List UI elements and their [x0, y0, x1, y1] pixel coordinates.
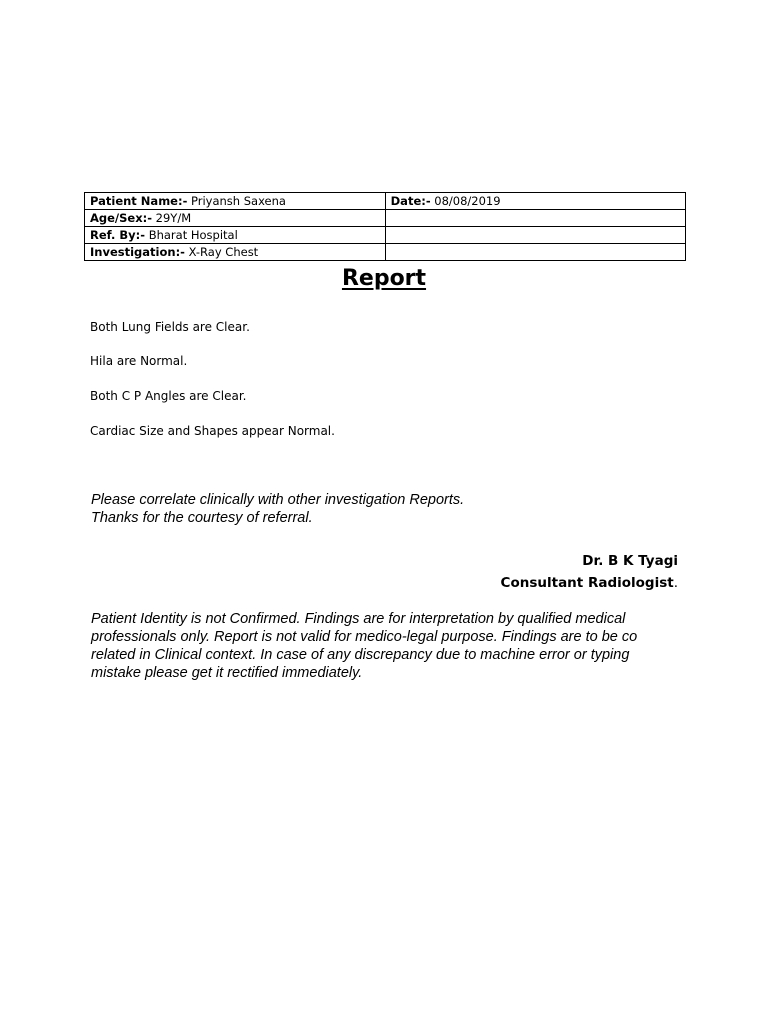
ref-by-label: Ref. By:-	[90, 228, 146, 242]
doctor-name: Dr. B K Tyagi	[582, 553, 678, 569]
table-row	[85, 244, 686, 261]
patient-name-cell	[85, 193, 386, 210]
date-value: 08/08/2019	[430, 194, 501, 208]
doctor-designation: Consultant Radiologist	[500, 575, 674, 591]
patient-info-table	[84, 192, 686, 261]
note-line: Please correlate clinically with other investigation Reports.	[91, 492, 465, 508]
table-row	[85, 193, 686, 210]
disclaimer	[91, 610, 691, 682]
finding-hila: Hila are Normal.	[90, 354, 188, 368]
ref-by-value: Bharat Hospital	[145, 228, 238, 242]
report-title: Report	[341, 266, 427, 291]
date-label: Date:-	[390, 194, 431, 208]
patient-name-label: Patient Name:-	[90, 194, 188, 208]
investigation-label: Investigation:-	[90, 245, 185, 259]
age-sex-label: Age/Sex:-	[90, 211, 153, 225]
disclaimer-line: mistake please get it rectified immediately.	[91, 665, 363, 681]
finding-lung-fields: Both Lung Fields are Clear.	[90, 320, 250, 334]
note-line: Thanks for the courtesy of referral.	[91, 510, 313, 526]
signature-block	[501, 550, 678, 594]
correlation-note	[91, 491, 464, 527]
designation-suffix: .	[673, 575, 678, 591]
doctor-designation-line	[501, 572, 678, 594]
age-sex-cell	[85, 210, 386, 227]
empty-cell	[385, 210, 685, 227]
empty-cell	[385, 227, 685, 244]
investigation-cell	[85, 244, 386, 261]
patient-name-value: Priyansh Saxena	[187, 194, 286, 208]
ref-by-cell	[85, 227, 386, 244]
age-sex-value: 29Y/M	[152, 211, 192, 225]
finding-cardiac-size: Cardiac Size and Shapes appear Normal.	[90, 424, 335, 438]
disclaimer-line: Patient Identity is not Confirmed. Findings are for interpretation by qualified medical	[91, 611, 626, 627]
date-cell	[385, 193, 685, 210]
table-row	[85, 210, 686, 227]
disclaimer-line: professionals only. Report is not valid for medico-legal purpose. Findings are to be co	[91, 629, 638, 645]
table-row	[85, 227, 686, 244]
investigation-value: X-Ray Chest	[184, 245, 259, 259]
empty-cell	[385, 244, 685, 261]
disclaimer-line: related in Clinical context. In case of any discrepancy due to machine error or typing	[91, 647, 630, 663]
finding-cp-angles: Both C P Angles are Clear.	[90, 389, 247, 403]
